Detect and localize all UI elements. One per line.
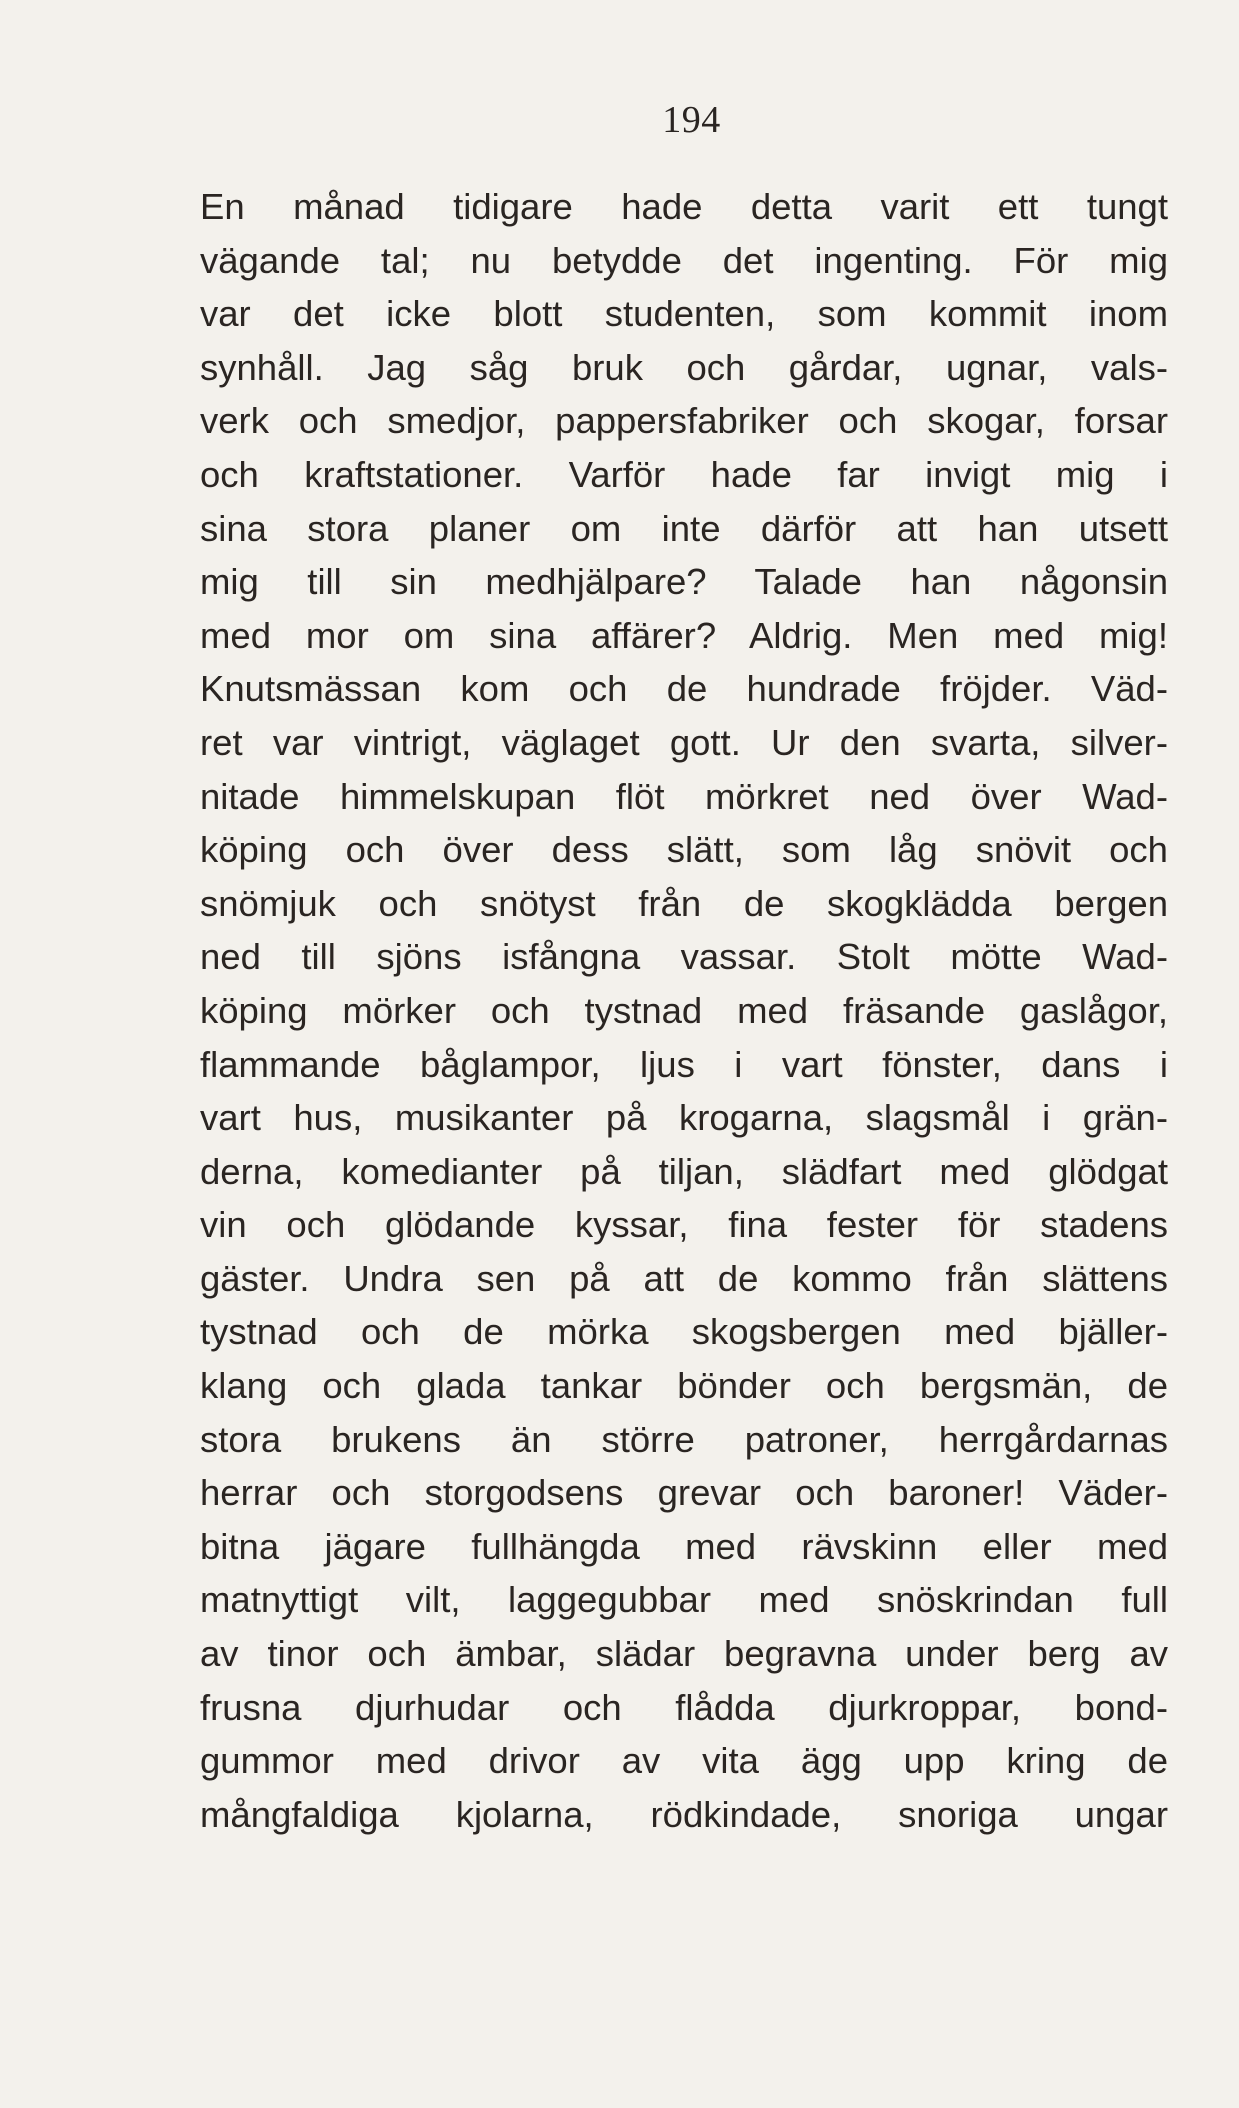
text-line: synhåll. Jag såg bruk och gårdar, ugnar, vals-: [200, 346, 1168, 388]
text-line: stora brukens än större patroner, herrgårdarnas: [200, 1418, 1168, 1460]
text-line: var det icke blott studenten, som kommit inom: [200, 293, 1168, 335]
text-line: derna, komedianter på tiljan, slädfart med glödgat: [200, 1150, 1168, 1192]
text-line: och kraftstationer. Varför hade far invigt mig i: [200, 453, 1168, 495]
text-line: ned till sjöns isfångna vassar. Stolt mötte Wad-: [200, 936, 1168, 978]
text-line: köping mörker och tystnad med fräsande gaslågor,: [200, 989, 1168, 1031]
text-line: nitade himmelskupan flöt mörkret ned över Wad-: [200, 775, 1168, 817]
text-line: verk och smedjor, pappersfabriker och skogar, forsar: [200, 400, 1168, 442]
text-line: En månad tidigare hade detta varit ett tungt: [200, 186, 1168, 227]
text-line: matnyttigt vilt, laggegubbar med snöskrindan full: [200, 1579, 1168, 1621]
text-line: tystnad och de mörka skogsbergen med bjäller-: [200, 1311, 1168, 1353]
text-line: Knutsmässan kom och de hundrade fröjder. Väd-: [200, 668, 1168, 710]
text-line: snömjuk och snötyst från de skogklädda bergen: [200, 882, 1168, 924]
text-line: mångfaldiga kjolarna, rödkindade, snoriga ungar: [200, 1793, 1168, 1835]
text-line: av tinor och ämbar, slädar begravna under berg av: [200, 1633, 1168, 1675]
text-line: vägande tal; nu betydde det ingenting. För mig: [200, 239, 1168, 281]
text-line: herrar och storgodsens grevar och baroner! Väder-: [200, 1472, 1168, 1514]
body-text: [200, 180, 1168, 1841]
text-line: sina stora planer om inte därför att han utsett: [200, 507, 1168, 549]
text-line: vin och glödande kyssar, fina fester för stadens: [200, 1204, 1168, 1246]
text-line: ret var vintrigt, väglaget gott. Ur den svarta, silver-: [200, 721, 1168, 763]
text-line: gummor med drivor av vita ägg upp kring de: [200, 1740, 1168, 1782]
text-line: mig till sin medhjälpare? Talade han någonsin: [200, 561, 1168, 603]
page-number: 194: [662, 99, 721, 141]
text-line: flammande båglampor, ljus i vart fönster, dans i: [200, 1043, 1168, 1085]
text-line: gäster. Undra sen på att de kommo från slättens: [200, 1257, 1168, 1299]
text-line: bitna jägare fullhängda med rävskinn eller med: [200, 1525, 1168, 1567]
text-line: frusna djurhudar och flådda djurkroppar, bond-: [200, 1686, 1168, 1728]
text-line: köping och över dess slätt, som låg snövit och: [200, 829, 1168, 871]
text-line: klang och glada tankar bönder och bergsmän, de: [200, 1365, 1168, 1407]
text-line: med mor om sina affärer? Aldrig. Men med mig!: [200, 614, 1168, 656]
text-line: vart hus, musikanter på krogarna, slagsmål i grän-: [200, 1097, 1168, 1139]
